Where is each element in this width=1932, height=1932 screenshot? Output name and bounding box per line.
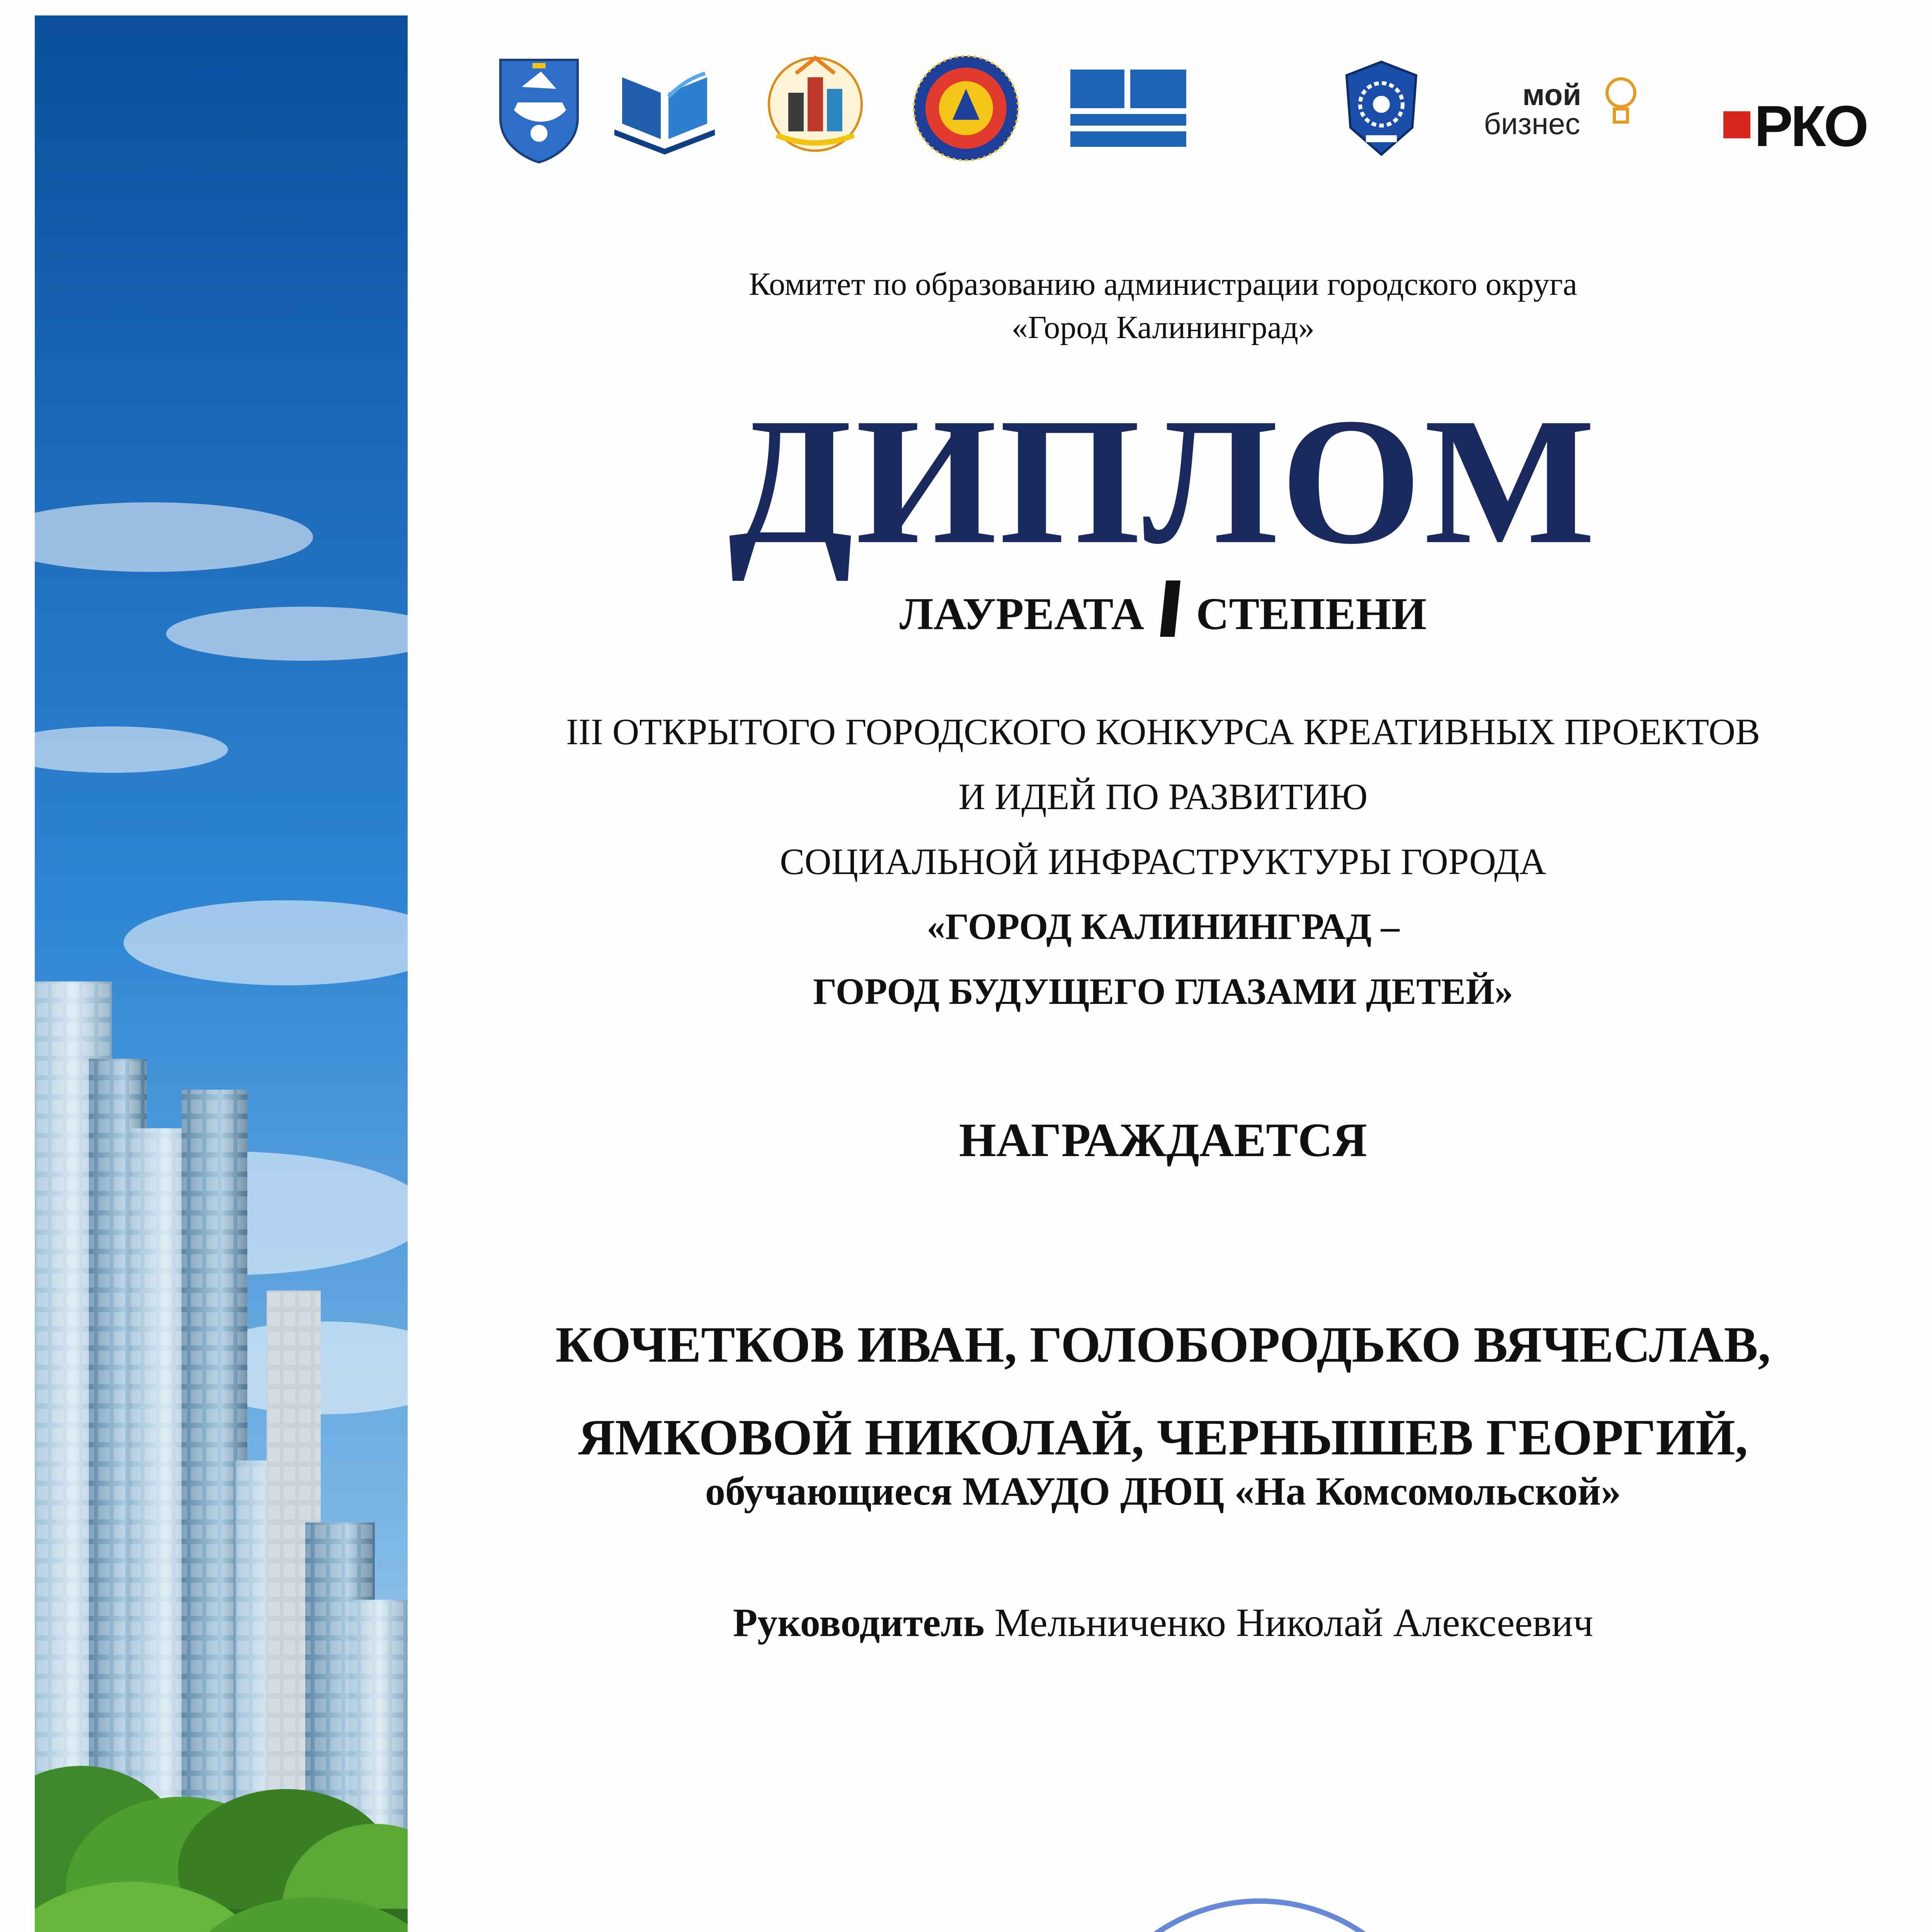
contest-name [429, 699, 1897, 1024]
moy-biznes-line2: бизнес [1484, 107, 1580, 141]
city-illustration-svg [35, 15, 408, 1932]
diploma-title: ДИПЛОМ [728, 380, 1598, 582]
leader-name: Мельниченко Николай Алексеевич [994, 1600, 1594, 1645]
contest-line5: ГОРОД БУДУЩЕГО ГЛАЗАМИ ДЕТЕЙ» [813, 971, 1513, 1012]
moy-biznes-logo [1476, 43, 1654, 174]
lightbulb-icon [1604, 73, 1638, 131]
kaliningrad-coat-of-arms-logo [491, 43, 587, 174]
leader-label: Руководитель [733, 1600, 985, 1645]
moy-biznes-line1: мой [1522, 78, 1582, 112]
technopark-blocks-logo [1070, 43, 1186, 174]
names-line1: КОЧЕТКОВ ИВАН, ГОЛОБОРОДЬКО ВЯЧЕСЛАВ, [555, 1316, 1771, 1373]
names-line2: ЯМКОВОЙ НИКОЛАЙ, ЧЕРНЫШЕВ ГЕОРГИЙ, [578, 1409, 1748, 1466]
contest-line2: И ИДЕЙ ПО РАЗВИТИЮ [958, 776, 1368, 817]
committee-stamp [1078, 1901, 1441, 1932]
committee-line2: «Город Калининград» [1012, 310, 1315, 345]
rko-logo [1727, 43, 1897, 174]
committee-line1: Комитет по образованию администрации городского округа [749, 266, 1577, 302]
contest-line4: «ГОРОД КАЛИНИНГРАД – [927, 906, 1400, 947]
students-affiliation: обучающиеся МАУДО ДЮЦ «На Комсомольской» [705, 1469, 1621, 1514]
degree-prefix: ЛАУРЕАТА [899, 588, 1144, 639]
contest-line3: СОЦИАЛЬНОЙ ИНФРАСТРУКТУРЫ ГОРОДА [780, 841, 1546, 882]
kgtu-shield-logo [1337, 43, 1426, 174]
degree-suffix: СТЕПЕНИ [1196, 588, 1427, 639]
degree-numeral: I [1151, 565, 1189, 655]
project-leader [429, 1600, 1897, 1646]
city-illustration [35, 15, 408, 1932]
awarded-heading: НАГРАЖДАЕТСЯ [959, 1114, 1367, 1167]
issuing-committee [429, 263, 1897, 349]
contest-line1: III ОТКРЫТОГО ГОРОДСКОГО КОНКУРСА КРЕАТИВНЫХ ПРОЕКТОВ [566, 711, 1760, 752]
partner-logos [468, 43, 1897, 182]
round-school-emblem-logo [908, 43, 1024, 174]
rko-text: РКО [1754, 94, 1867, 158]
open-book-logo [614, 43, 715, 174]
rko-square-icon [1723, 111, 1750, 138]
competition-emblem-logo [757, 43, 873, 174]
laureate-degree [429, 565, 1897, 655]
awardee-names [429, 1298, 1897, 1484]
